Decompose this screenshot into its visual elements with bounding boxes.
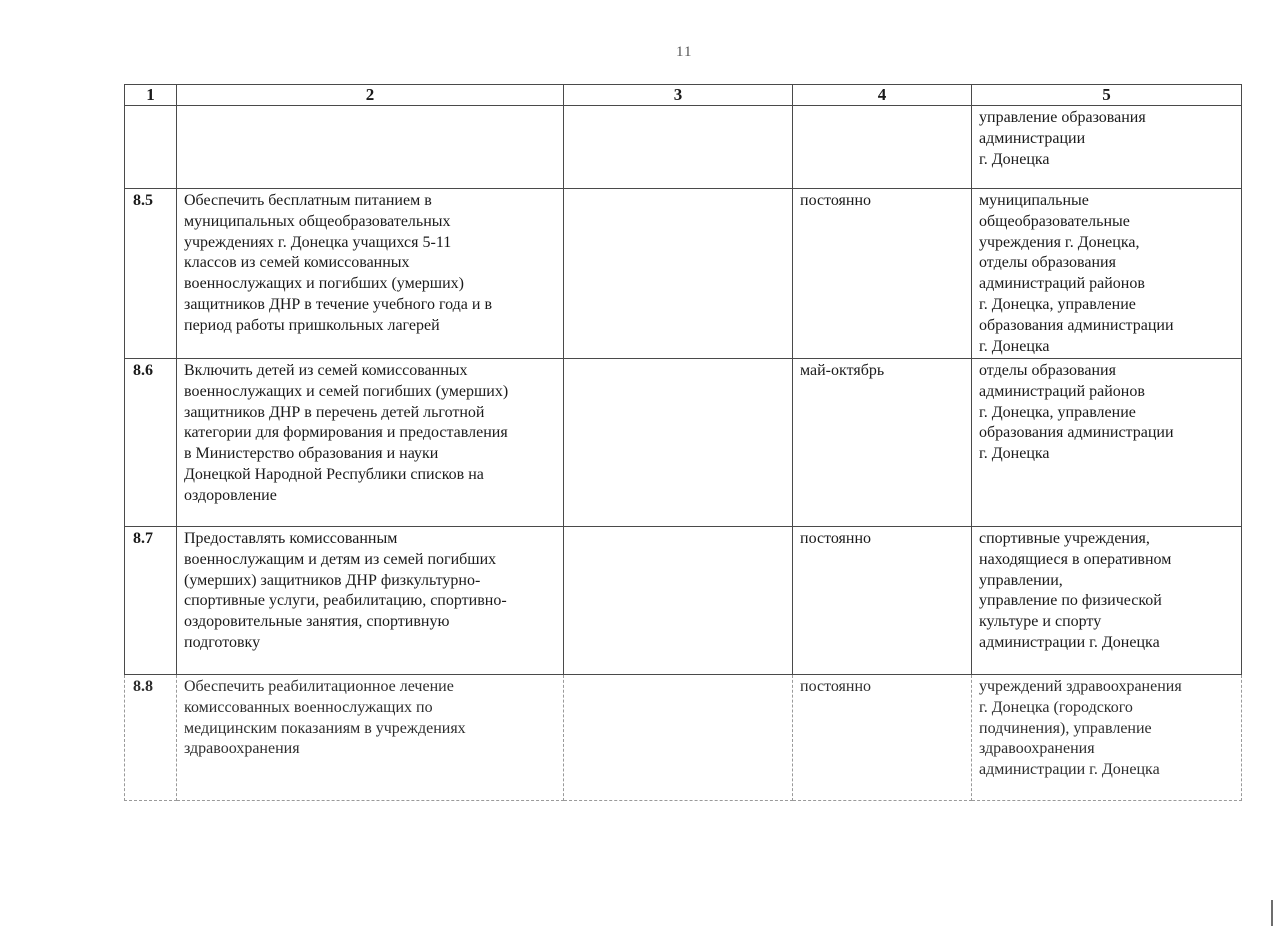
item-number-cell: [125, 359, 177, 527]
table-row: [125, 527, 1242, 675]
responsible-cell: [972, 106, 1242, 189]
page-number: 11: [676, 44, 693, 60]
table-row: [125, 359, 1242, 527]
measure-text: Обеспечить реабилитационное лечение комиссованных военнослужащих по медицинским показаниям в учреждениях здравоохранения: [184, 678, 466, 758]
table-row: [125, 106, 1242, 189]
column-3-cell: [564, 189, 793, 359]
measure-cell: [177, 527, 564, 675]
measures-table: [124, 84, 1242, 801]
measure-text: Включить детей из семей комиссованных военнослужащих и семей погибших (умерших) защитников ДНР в перечень детей льготной категории для формирования и предоставления в Министерство образования и науки Донецкой Народной Республики списков на оздоровление: [184, 362, 509, 504]
item-number-cell: [125, 675, 177, 801]
table-row: [125, 675, 1242, 801]
table-row: [125, 189, 1242, 359]
item-number: 8.7: [133, 530, 153, 547]
item-number-cell: [125, 106, 177, 189]
measure-text: Предоставлять комиссованным военнослужащим и детям из семей погибших (умерших) защитников ДНР физкультурно- спортивные услуги, реабилитацию, спортивно- оздоровительные занятия, спортивную подготовку: [184, 530, 507, 651]
column-3-cell: [564, 106, 793, 189]
term-cell: [793, 189, 972, 359]
measure-cell: [177, 189, 564, 359]
column-header-4: 4: [793, 85, 972, 106]
responsible-cell: [972, 189, 1242, 359]
responsible-cell: [972, 675, 1242, 801]
item-number: 8.8: [133, 678, 153, 695]
item-number-cell: [125, 189, 177, 359]
item-number-cell: [125, 527, 177, 675]
term-cell: [793, 675, 972, 801]
column-3-text: [564, 527, 792, 529]
measure-cell: [177, 359, 564, 527]
column-header-1: 1: [125, 85, 177, 106]
item-number: [125, 106, 176, 108]
measure-text: [177, 106, 563, 108]
responsible-text: спортивные учреждения, находящиеся в оперативном управлении, управление по физической культуре и спорту администрации г. Донецка: [979, 530, 1172, 651]
item-number: 8.6: [133, 362, 153, 379]
column-3-text: [564, 189, 792, 191]
measure-cell: [177, 106, 564, 189]
term-text: май-октябрь: [800, 362, 885, 379]
responsible-text: отделы образования администраций районов г. Донецка, управление образования администрации г. Донецка: [979, 362, 1174, 463]
column-header-5: 5: [972, 85, 1242, 106]
responsible-text: муниципальные общеобразовательные учреждения г. Донецка, отделы образования администраций районов г. Донецка, управление образования администрации г. Донецка: [979, 192, 1174, 355]
column-3-cell: [564, 527, 793, 675]
term-cell: [793, 106, 972, 189]
measure-text: Обеспечить бесплатным питанием в муниципальных общеобразовательных учреждениях г. Донецка учащихся 5-11 классов из семей комиссованных военнослужащих и погибших (умерших) защитников ДНР в течение учебного года и в период работы пришкольных лагерей: [184, 192, 493, 334]
scan-edge-mark: [1271, 900, 1273, 926]
measure-cell: [177, 675, 564, 801]
term-text: [793, 106, 971, 108]
column-3-cell: [564, 359, 793, 527]
term-cell: [793, 359, 972, 527]
column-3-text: [564, 359, 792, 361]
column-3-cell: [564, 675, 793, 801]
term-text: постоянно: [800, 678, 872, 695]
responsible-cell: [972, 359, 1242, 527]
column-header-3: 3: [564, 85, 793, 106]
column-header-2: 2: [177, 85, 564, 106]
term-text: постоянно: [800, 530, 872, 547]
responsible-text: учреждений здравоохранения г. Донецка (городского подчинения), управление здравоохранения администрации г. Донецка: [979, 678, 1182, 779]
column-3-text: [564, 106, 792, 108]
responsible-text: управление образования администрации г. Донецка: [979, 109, 1146, 168]
term-text: постоянно: [800, 192, 872, 209]
column-3-text: [564, 675, 792, 677]
responsible-cell: [972, 527, 1242, 675]
term-cell: [793, 527, 972, 675]
item-number: 8.5: [133, 192, 153, 209]
header-row: [125, 85, 1242, 106]
